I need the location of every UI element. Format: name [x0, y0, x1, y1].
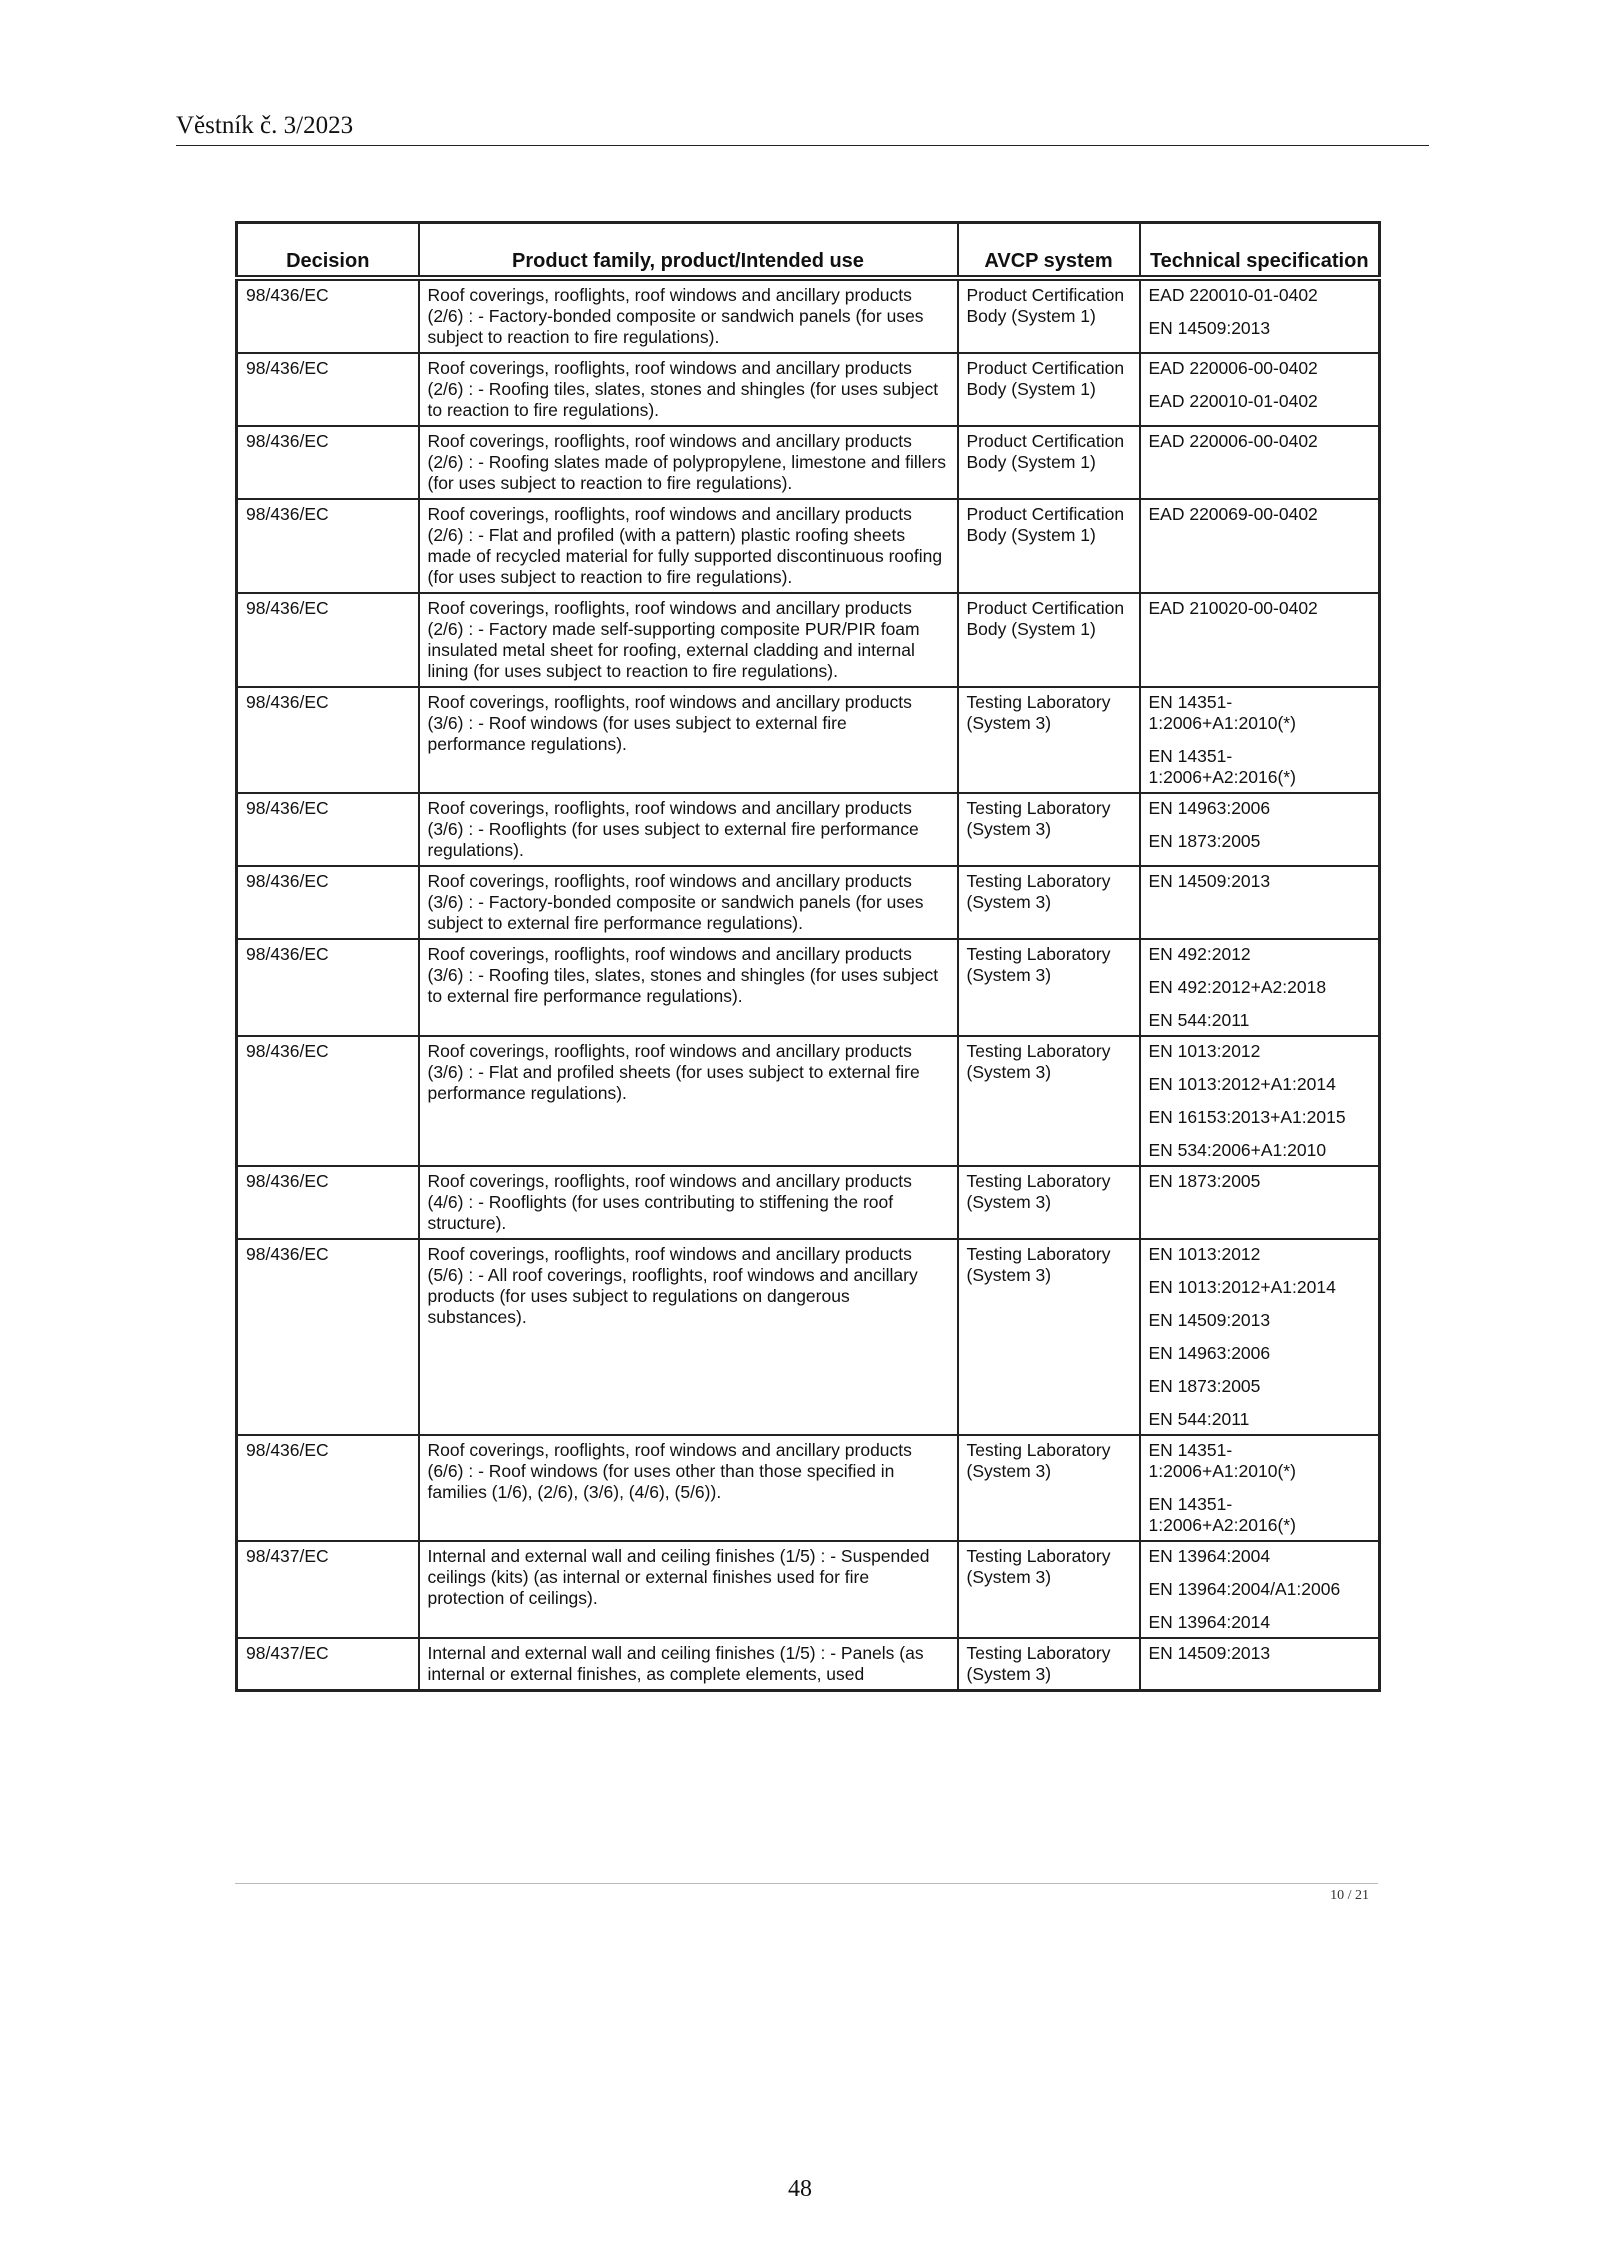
- spec-cell: [1140, 1239, 1380, 1435]
- spec-item: EN 1013:2012+A1:2014: [1148, 1277, 1336, 1297]
- spec-item: EAD 220006-00-0402: [1148, 431, 1318, 451]
- table-row: [237, 499, 1380, 593]
- decision-cell: 98/436/EC: [237, 278, 419, 353]
- table-row: [237, 687, 1380, 793]
- spec-item: EN 13964:2014: [1148, 1612, 1271, 1632]
- spec-cell: [1140, 426, 1380, 499]
- spec-item: EN 14351-1:2006+A2:2016(*): [1148, 1494, 1296, 1535]
- spec-item: EN 492:2012+A2:2018: [1148, 977, 1327, 997]
- spec-item: EN 13964:2004: [1148, 1546, 1271, 1566]
- product-cell: Roof coverings, rooflights, roof windows and ancillary products (2/6) : - Flat and profiled (with a pattern) plastic roofing sheets made of recycled material for fully supported discontinuous roofing (for uses subject to reaction to fire regulations).: [419, 499, 958, 593]
- table-row: [237, 278, 1380, 353]
- column-header-spec: Technical specification: [1140, 223, 1380, 279]
- product-cell: Roof coverings, rooflights, roof windows and ancillary products (5/6) : - All roof coverings, rooflights, roof windows and ancillary products (for uses subject to regulations on dangerous substances).: [419, 1239, 958, 1435]
- spec-item: EN 14509:2013: [1148, 318, 1271, 338]
- spec-cell: [1140, 939, 1380, 1036]
- spec-item: EN 14351-1:2006+A1:2010(*): [1148, 692, 1296, 733]
- spec-item: EAD 220010-01-0402: [1148, 285, 1318, 305]
- table-row: [237, 1638, 1380, 1691]
- spec-item: EN 1013:2012: [1148, 1041, 1261, 1061]
- spec-item: EN 534:2006+A1:2010: [1148, 1140, 1327, 1160]
- avcp-cell: Product Certification Body (System 1): [958, 426, 1140, 499]
- decision-cell: 98/436/EC: [237, 1166, 419, 1239]
- page-number: 48: [788, 2176, 812, 2202]
- decision-cell: 98/436/EC: [237, 793, 419, 866]
- avcp-cell: Product Certification Body (System 1): [958, 593, 1140, 687]
- product-cell: Internal and external wall and ceiling finishes (1/5) : - Suspended ceilings (kits) (as internal or external finishes used for fire protection of ceilings).: [419, 1541, 958, 1638]
- table-row: [237, 1435, 1380, 1541]
- product-cell: Roof coverings, rooflights, roof windows and ancillary products (3/6) : - Roofing tiles, slates, stones and shingles (for uses subject to external fire performance regulations).: [419, 939, 958, 1036]
- decision-cell: 98/436/EC: [237, 866, 419, 939]
- product-cell: Roof coverings, rooflights, roof windows and ancillary products (4/6) : - Rooflights (for uses contributing to stiffening the roof structure).: [419, 1166, 958, 1239]
- product-cell: Roof coverings, rooflights, roof windows and ancillary products (3/6) : - Flat and profiled sheets (for uses subject to external fire performance regulations).: [419, 1036, 958, 1166]
- spec-item: EN 1013:2012: [1148, 1244, 1261, 1264]
- avcp-cell: Testing Laboratory (System 3): [958, 939, 1140, 1036]
- spec-item: EN 1873:2005: [1148, 1376, 1261, 1396]
- product-cell: Roof coverings, rooflights, roof windows and ancillary products (2/6) : - Roofing slates made of polypropylene, limestone and fillers (for uses subject to reaction to fire regulations).: [419, 426, 958, 499]
- header-divider: [176, 145, 1429, 146]
- spec-cell: [1140, 499, 1380, 593]
- table-body: [237, 278, 1380, 1691]
- spec-item: EN 14351-1:2006+A2:2016(*): [1148, 746, 1296, 787]
- decision-cell: 98/436/EC: [237, 593, 419, 687]
- spec-cell: [1140, 1638, 1380, 1691]
- decision-cell: 98/436/EC: [237, 353, 419, 426]
- avcp-cell: Product Certification Body (System 1): [958, 353, 1140, 426]
- decision-cell: 98/437/EC: [237, 1638, 419, 1691]
- spec-item: EN 1873:2005: [1148, 1171, 1261, 1191]
- spec-item: EN 16153:2013+A1:2015: [1148, 1107, 1346, 1127]
- table-row: [237, 793, 1380, 866]
- product-cell: Roof coverings, rooflights, roof windows and ancillary products (2/6) : - Factory made self-supporting composite PUR/PIR foam insulated metal sheet for roofing, external cladding and internal lining (for uses subject to reaction to fire regulations).: [419, 593, 958, 687]
- spec-cell: [1140, 687, 1380, 793]
- spec-item: EN 14509:2013: [1148, 1310, 1271, 1330]
- table-header-row: [237, 223, 1380, 279]
- avcp-cell: Testing Laboratory (System 3): [958, 1166, 1140, 1239]
- spec-item: EN 14509:2013: [1148, 871, 1271, 891]
- spec-cell: [1140, 278, 1380, 353]
- spec-cell: [1140, 1166, 1380, 1239]
- column-header-avcp: AVCP system: [958, 223, 1140, 279]
- spec-cell: [1140, 1435, 1380, 1541]
- spec-item: EN 14351-1:2006+A1:2010(*): [1148, 1440, 1296, 1481]
- avcp-cell: Testing Laboratory (System 3): [958, 1239, 1140, 1435]
- column-header-decision: Decision: [237, 223, 419, 279]
- spec-item: EN 14963:2006: [1148, 798, 1271, 818]
- product-cell: Roof coverings, rooflights, roof windows and ancillary products (3/6) : - Rooflights (for uses subject to external fire performance regulations).: [419, 793, 958, 866]
- product-cell: Roof coverings, rooflights, roof windows and ancillary products (6/6) : - Roof windows (for uses other than those specified in families (1/6), (2/6), (3/6), (4/6), (5/6)).: [419, 1435, 958, 1541]
- spec-item: EN 14963:2006: [1148, 1343, 1271, 1363]
- avcp-cell: Testing Laboratory (System 3): [958, 1541, 1140, 1638]
- product-cell: Roof coverings, rooflights, roof windows and ancillary products (3/6) : - Roof windows (for uses subject to external fire performance regulations).: [419, 687, 958, 793]
- avcp-cell: Testing Laboratory (System 3): [958, 1638, 1140, 1691]
- table-row: [237, 1239, 1380, 1435]
- avcp-cell: Testing Laboratory (System 3): [958, 687, 1140, 793]
- footer-divider: [235, 1883, 1378, 1884]
- spec-item: EN 544:2011: [1148, 1010, 1250, 1030]
- avcp-cell: Product Certification Body (System 1): [958, 499, 1140, 593]
- column-header-product: Product family, product/Intended use: [419, 223, 958, 279]
- avcp-cell: Testing Laboratory (System 3): [958, 793, 1140, 866]
- spec-item: EN 13964:2004/A1:2006: [1148, 1579, 1341, 1599]
- decision-cell: 98/436/EC: [237, 1435, 419, 1541]
- table-row: [237, 866, 1380, 939]
- page-of-indicator: 10 / 21: [1330, 1888, 1369, 1903]
- product-cell: Roof coverings, rooflights, roof windows and ancillary products (2/6) : - Roofing tiles, slates, stones and shingles (for uses subject to reaction to fire regulations).: [419, 353, 958, 426]
- product-cell: Internal and external wall and ceiling finishes (1/5) : - Panels (as internal or external finishes, as complete elements, used: [419, 1638, 958, 1691]
- journal-title: Věstník č. 3/2023: [176, 112, 354, 139]
- table-row: [237, 1541, 1380, 1638]
- avcp-cell: Testing Laboratory (System 3): [958, 1036, 1140, 1166]
- spec-cell: [1140, 593, 1380, 687]
- spec-cell: [1140, 793, 1380, 866]
- spec-cell: [1140, 866, 1380, 939]
- table-row: [237, 1036, 1380, 1166]
- spec-item: EN 1873:2005: [1148, 831, 1261, 851]
- table-row: [237, 426, 1380, 499]
- specification-table: [235, 221, 1381, 1692]
- avcp-cell: Testing Laboratory (System 3): [958, 866, 1140, 939]
- decision-cell: 98/436/EC: [237, 1036, 419, 1166]
- decision-cell: 98/436/EC: [237, 426, 419, 499]
- spec-item: EN 492:2012: [1148, 944, 1251, 964]
- product-cell: Roof coverings, rooflights, roof windows and ancillary products (3/6) : - Factory-bonded composite or sandwich panels (for uses subject to external fire performance regulations).: [419, 866, 958, 939]
- table-row: [237, 939, 1380, 1036]
- decision-cell: 98/436/EC: [237, 499, 419, 593]
- spec-cell: [1140, 1541, 1380, 1638]
- avcp-cell: Testing Laboratory (System 3): [958, 1435, 1140, 1541]
- spec-item: EN 1013:2012+A1:2014: [1148, 1074, 1336, 1094]
- spec-cell: [1140, 353, 1380, 426]
- product-cell: Roof coverings, rooflights, roof windows and ancillary products (2/6) : - Factory-bonded composite or sandwich panels (for uses subject to reaction to fire regulations).: [419, 278, 958, 353]
- decision-cell: 98/437/EC: [237, 1541, 419, 1638]
- spec-item: EN 544:2011: [1148, 1409, 1250, 1429]
- spec-item: EAD 220010-01-0402: [1148, 391, 1318, 411]
- spec-item: EAD 220069-00-0402: [1148, 504, 1318, 524]
- spec-item: EAD 220006-00-0402: [1148, 358, 1318, 378]
- decision-cell: 98/436/EC: [237, 687, 419, 793]
- spec-cell: [1140, 1036, 1380, 1166]
- decision-cell: 98/436/EC: [237, 1239, 419, 1435]
- decision-cell: 98/436/EC: [237, 939, 419, 1036]
- table-row: [237, 593, 1380, 687]
- table-row: [237, 353, 1380, 426]
- spec-item: EN 14509:2013: [1148, 1643, 1271, 1663]
- spec-item: EAD 210020-00-0402: [1148, 598, 1318, 618]
- table-row: [237, 1166, 1380, 1239]
- avcp-cell: Product Certification Body (System 1): [958, 278, 1140, 353]
